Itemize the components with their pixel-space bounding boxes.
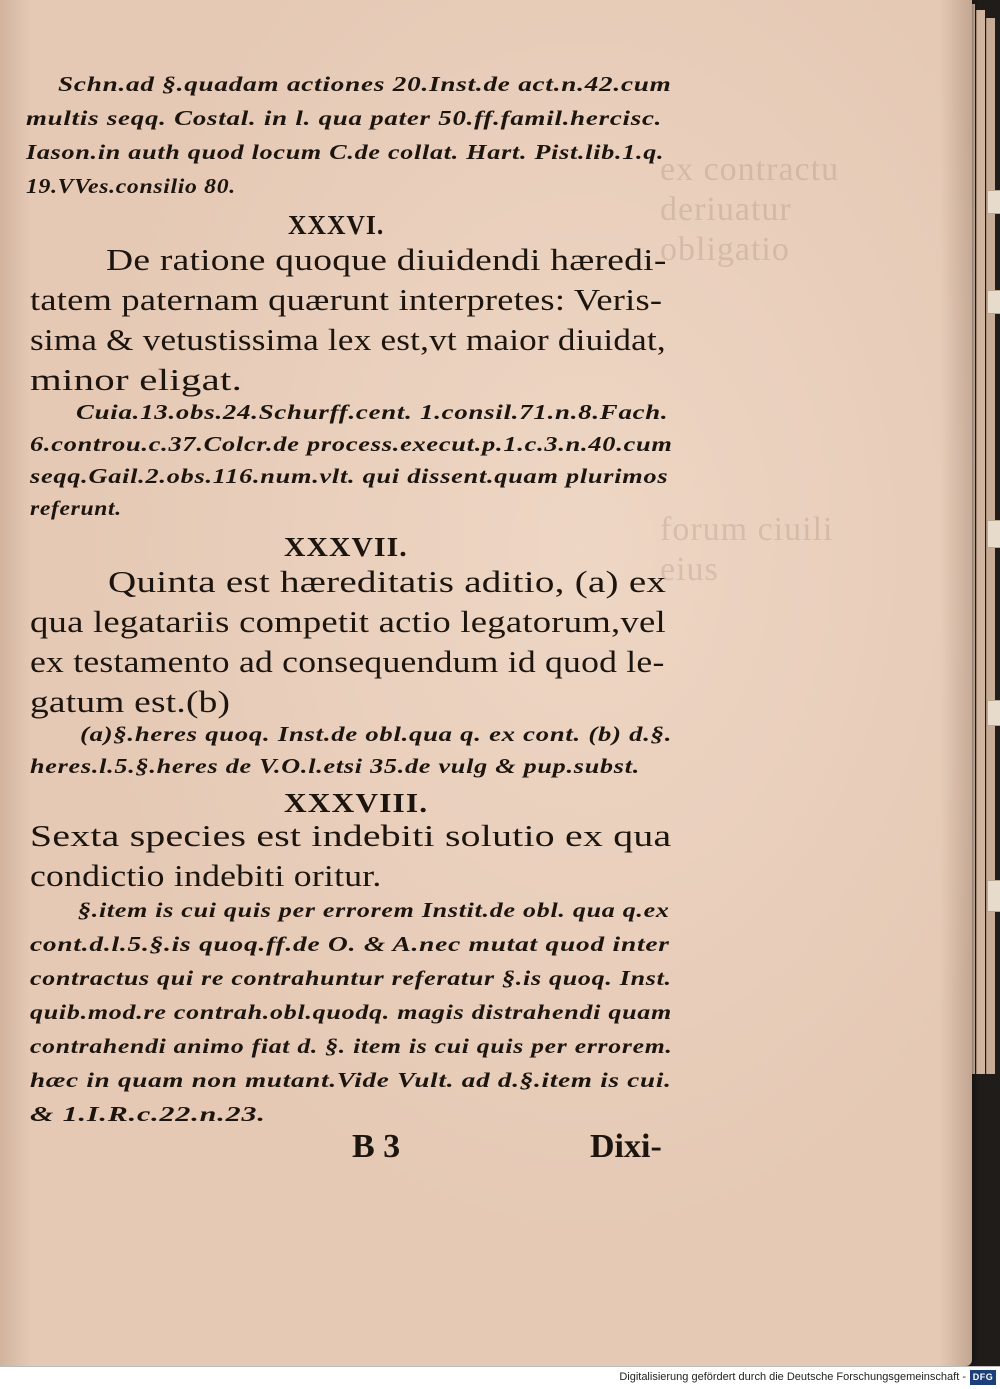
citation-line: multis seqq. Costal. in l. qua pater 50.ff.famil.hercisc. bbox=[26, 106, 663, 130]
citation-line: referunt. bbox=[30, 496, 122, 520]
signature-mark: B 3 bbox=[352, 1128, 401, 1165]
text-line: Sexta species est indebiti solutio ex qua bbox=[30, 818, 672, 853]
citation-line: cont.d.l.5.§.is quoq.ff.de O. & A.nec mutat quod inter bbox=[30, 932, 670, 956]
citation-line: quib.mod.re contrah.obl.quodq. magis distrahendi quam bbox=[30, 1000, 672, 1024]
citation-line: 19.VVes.consilio 80. bbox=[26, 174, 236, 198]
index-tab bbox=[987, 700, 1000, 726]
text-line: De ratione quoque diuidendi hæredi- bbox=[106, 242, 667, 277]
citation-line: Cuia.13.obs.24.Schurff.cent. 1.consil.71.n.8.Fach. bbox=[76, 400, 669, 424]
citation-line: Iason.in auth quod locum C.de collat. Hart. Pist.lib.1.q. bbox=[26, 140, 665, 164]
citation-line: seqq.Gail.2.obs.116.num.vlt. qui dissent.quam plurimos bbox=[30, 464, 669, 488]
text-line: sima & vetustissima lex est,vt maior diuidat, bbox=[30, 322, 666, 357]
dfg-logo: DFG bbox=[970, 1370, 996, 1385]
index-tab bbox=[987, 190, 1000, 214]
section-heading: XXXVIII. bbox=[284, 788, 429, 818]
citation-line: Schn.ad §.quadam actiones 20.Inst.de act.n.42.cum bbox=[58, 72, 672, 96]
index-tab bbox=[987, 520, 1000, 548]
citation-line: §.item is cui quis per errorem Instit.de obl. qua q.ex bbox=[78, 898, 670, 922]
digitization-footer bbox=[0, 1366, 1000, 1389]
text-line: minor eligat. bbox=[30, 362, 243, 397]
citation-line: (a)§.heres quoq. Inst.de obl.qua q. ex cont. (b) d.§. bbox=[80, 722, 673, 746]
text-line: qua legatariis competit actio legatorum,vel bbox=[30, 604, 666, 639]
citation-line: heres.l.5.§.heres de V.O.l.etsi 35.de vulg & pup.subst. bbox=[30, 754, 641, 778]
citation-line: & 1.I.R.c.22.n.23. bbox=[30, 1102, 266, 1126]
citation-line: hæc in quam non mutant.Vide Vult. ad d.§.item is cui. bbox=[30, 1068, 672, 1092]
page-edge bbox=[976, 10, 985, 1074]
index-tab bbox=[987, 880, 1000, 912]
text-line: Quinta est hæreditatis aditio, (a) ex bbox=[108, 564, 667, 599]
funding-credit: Digitalisierung gefördert durch die Deutsche Forschungsgemeinschaft - bbox=[619, 1371, 966, 1383]
section-heading: XXXVI. bbox=[288, 210, 385, 240]
citation-line: contractus qui re contrahuntur referatur §.is quoq. Inst. bbox=[30, 966, 672, 990]
text-line: gatum est.(b) bbox=[30, 684, 231, 719]
catchword: Dixi- bbox=[590, 1128, 662, 1165]
index-tab bbox=[987, 290, 1000, 314]
citation-line: contrahendi animo fiat d. §. item is cui quis per errorem. bbox=[30, 1034, 673, 1058]
text-line: tatem paternam quærunt interpretes: Veris- bbox=[30, 282, 663, 317]
text-line: ex testamento ad consequendum id quod le- bbox=[30, 644, 665, 679]
citation-line: 6.controu.c.37.Colcr.de process.execut.p.1.c.3.n.40.cum bbox=[30, 432, 673, 456]
show-through-text: ex contractu deriuatur obligatio forum ciuili eius bbox=[660, 151, 840, 588]
section-heading: XXXVII. bbox=[284, 532, 408, 562]
text-line: condictio indebiti oritur. bbox=[30, 858, 382, 893]
